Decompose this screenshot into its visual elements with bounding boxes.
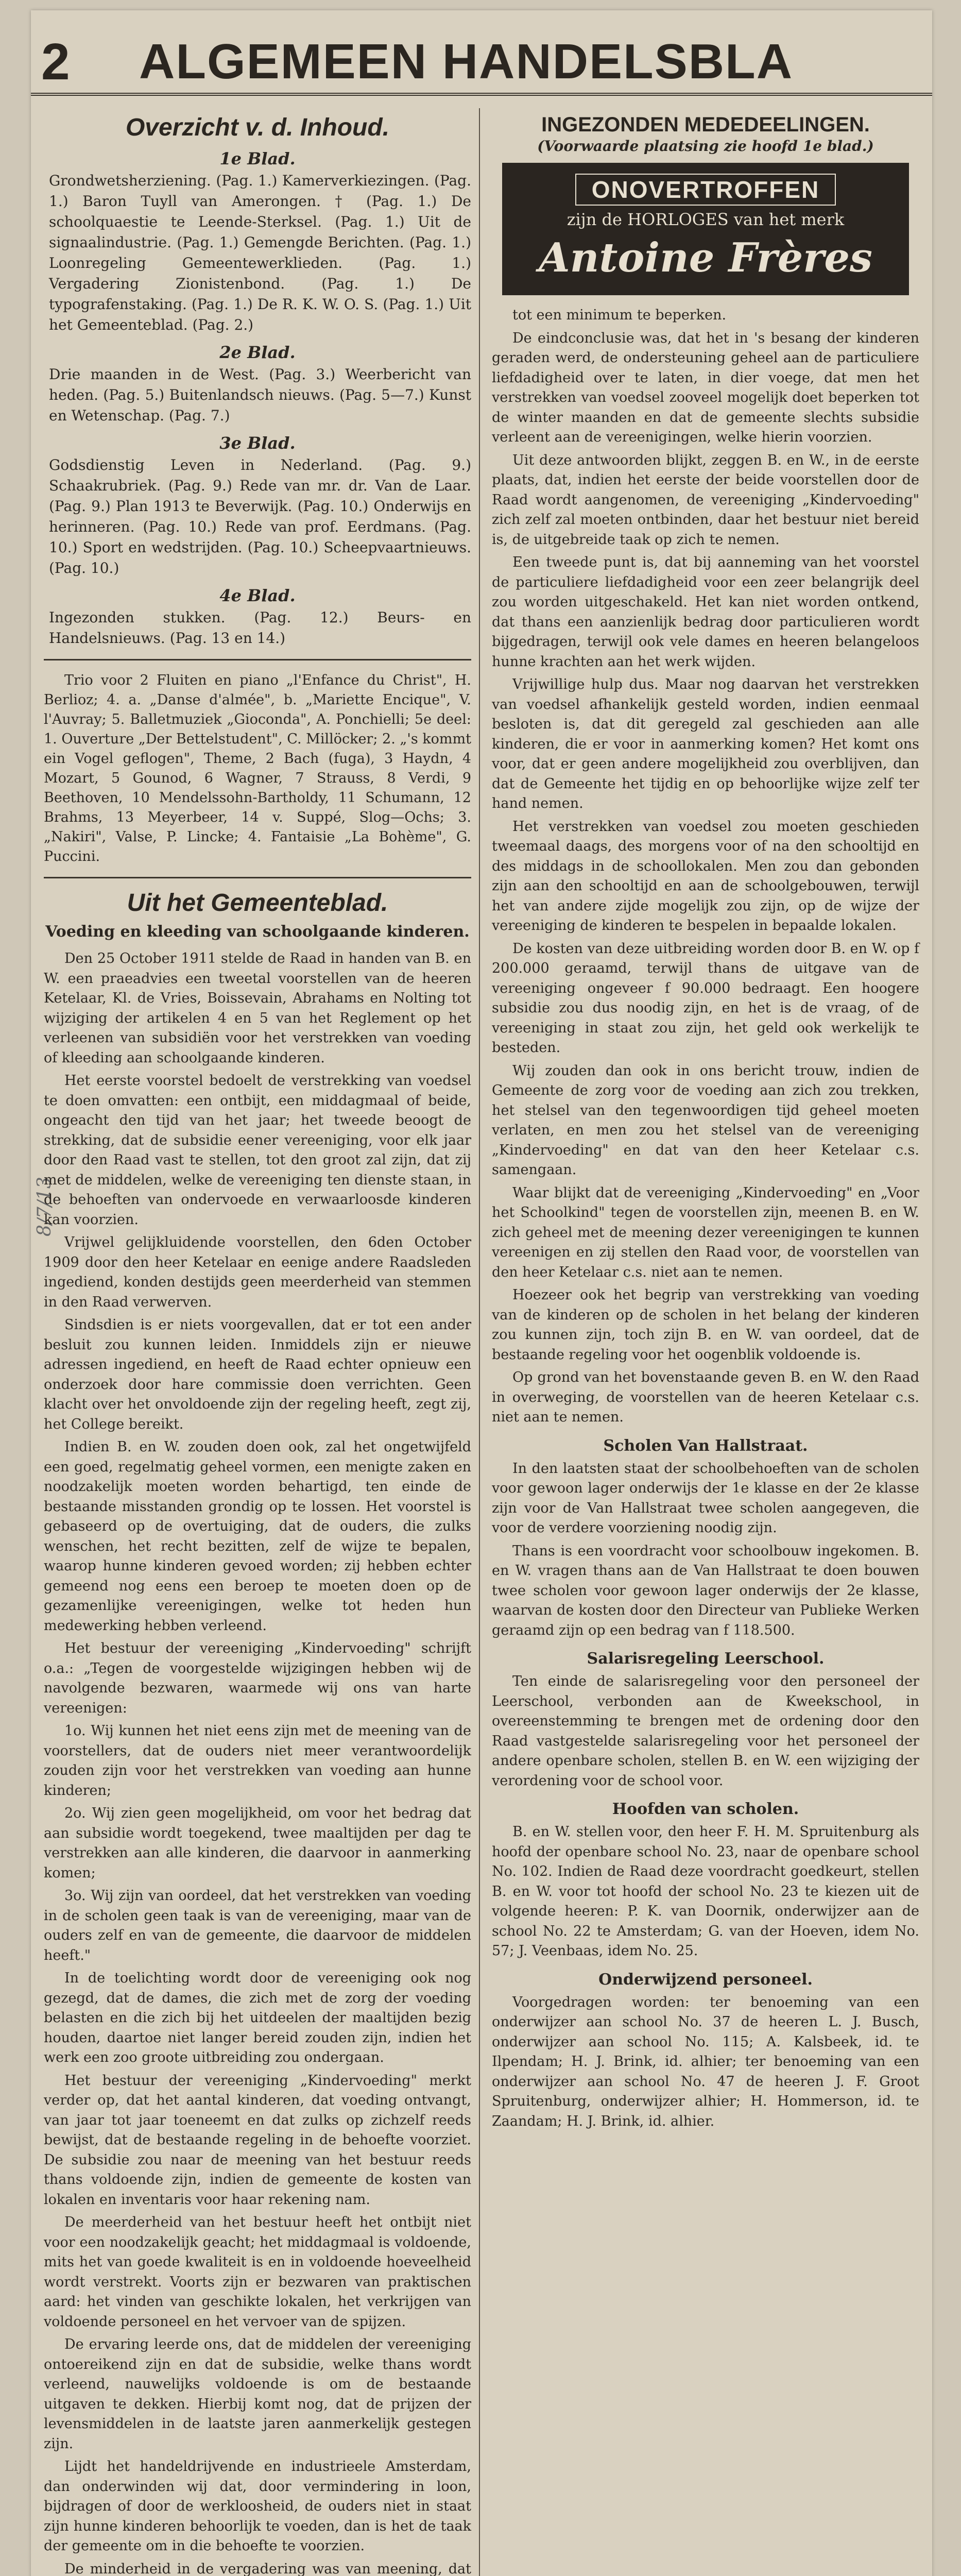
article-paragraph: Hoezeer ook het begrip van verstrekking van voeding van de kinderen op de scholen in het belang der kinderen zou kunnen zijn, toch zijn B. en W. van oordeel, dat de bestaande regeling voor het oogenblik voldoende is. bbox=[492, 1287, 919, 1363]
article-paragraph: In de toelichting wordt door de vereeniging ook nog gezegd, dat de dames, die zich met de zorg der voeding belasten en die zich bij het uitdeelen der maaltijden bezig houden, daartoe niet langer bereid zouden zijn, indien het werk een zoo groote uitbreiding zou ondergaan. bbox=[44, 1970, 471, 2065]
article-paragraph: Sindsdien is er niets voorgevallen, dat er tot een ander besluit zou kunnen leiden. Inmiddels zijn er nieuwe adressen ingediend, en heeft de Raad echter opnieuw een onderzoek door hare commissie doen verrichten. Geen klacht over het onvoldoende zijn der regeling heeft, zegt zij, het College bereikt. bbox=[44, 1317, 471, 1432]
article-paragraph: De meerderheid van het bestuur heeft het ontbijt niet voor een noodzakelijk geacht; het middagmaal is voldoende, mits het van goede kwaliteit is en in voldoende hoeveelheid wordt verstrekt. Voorts zijn er bezwaren van praktischen aard: het vinden van geschikte lokalen, het verkrijgen van voldoende personeel en het vervoer van de spijzen. bbox=[44, 2214, 471, 2330]
article-paragraph: Uit deze antwoorden blijkt, zeggen B. en W., in de eerste plaats, dat, indien het eerste der beide voorstellen door de Raad wordt aangenomen, de vereeniging „Kindervoeding" zich zelf zal moeten ontbinden, daar het bestuur niet bereid is, de uitgebreide taak op zich te nemen. bbox=[492, 452, 919, 548]
article-paragraph: Het verstrekken van voedsel zou moeten geschieden tweemaal daags, des morgens voor of na den schooltijd en des middags in de schoollokalen. Men zou dan gebonden zijn aan den schooltijd en aan de schoolgebouwen, terwijl het van andere zijde mogelijk zou zijn, op de wijze der vereeniging de kinderen te bespelen in bepaalde lokalen. bbox=[492, 818, 919, 934]
salaris-heading: Salarisregeling Leerschool. bbox=[587, 1650, 825, 1668]
article-paragraph: Voorgedragen worden: ter benoeming van een onderwijzer aan school No. 37 de heeren L. J. Busch, onderwijzer aan school No. 115; A. Kalsbeek, id. te Ilpendam; H. J. Brink, id. alhier; ter benoeming van een onderwijzer aan school No. 47 de heeren J. F. Groot Spruitenburg, onderwijzer alhier; H. Hommerson, id. te Zaandam; H. J. Brink, id. alhier. bbox=[492, 1994, 919, 2129]
toc-entries-2: Drie maanden in de West. (Pag. 3.) Weerbericht van heden. (Pag. 5.) Buitenlandsch nieuws. (Pag. 5—7.) Kunst en Wetenschap. (Pag. 7.) bbox=[49, 366, 471, 424]
article-paragraph: B. en W. stellen voor, den heer F. H. M. Spruitenburg als hoofd der openbare school No. 23, naar de openbare school No. 102. Indien de Raad deze voordracht goedkeurt, stellen B. en W. voor tot hoofd der school No. 23 te kiezen uit de volgende heeren: P. K. van Doornik, onderwijzer aan de school No. 22 te Amsterdam; G. van der Hoeven, idem No. 57; J. Veenbaas, idem No. 25. bbox=[492, 1824, 919, 1959]
article-paragraph: Het eerste voorstel bedoelt de verstrekking van voedsel te doen omvatten: een ontbijt, een middagmaal of beide, ongeacht den tijd van het jaar; het tweede beoogt de strekking, dat de subsidie eener vereeniging, voor elk jaar door den Raad vast te stellen, tot den groot zal zijn, dat zij met de middelen, welke de vereeniging ten dienste staan, in de behoeften van ondervoede en verwaarloosde kinderen kan voorzien. bbox=[44, 1073, 471, 1228]
article-paragraph: Indien B. en W. zouden doen ook, zal het ongetwijfeld een goed, regelmatig geheel vormen, een menigte zaken en noodzakelijk moeten worden behartigd, ten einde de bestaande misstanden grondig op te lossen. Het voorstel is gebaseerd op de overtuiging, dat de ouders, die zulks wenschen, het recht bezitten, zelf de wijze te bepalen, waarop hunne kinderen gevoed worden; zij hebben echter gemeend nog eens een beroep te moeten doen op de gezamenlijke vereenigingen, welke tot heden hun medewerking hebben verleend. bbox=[44, 1439, 471, 1634]
article-paragraph: Lijdt het handeldrijvende en industrieele Amsterdam, dan onderwinden wij dat, door vermindering in loon, bijdragen of door de werkloosheid, de ouders niet in staat zijn hunne kinderen behoorlijk te voeden, dan is het de taak der gemeente om in die behoefte te voorzien. bbox=[44, 2459, 471, 2554]
onderwijzend-heading: Onderwijzend personeel. bbox=[598, 1970, 813, 1989]
article-paragraph: Thans is een voordracht voor schoolbouw ingekomen. B. en W. vragen thans aan de Van Hallstraat te doen bouwen twee scholen voor gewoon lager onderwijs der 2e klasse, waarvan de kosten door den Directeur van Publieke Werken geraamd zijn op een bedrag van f 118.500. bbox=[492, 1543, 919, 1638]
article-paragraph: De eindconclusie was, dat het in 's besang der kinderen geraden werd, de ondersteuning geheel aan de particuliere liefdadigheid over te laten, in dier voege, dat men het verstrekken van voedsel zooveel mogelijk doet beperken tot de winter maanden en dat de gemeente slechts subsidie verleent aan de vereenigingen, welke hierin voorzien. bbox=[492, 330, 919, 445]
article-paragraph: De ervaring leerde ons, dat de middelen der vereeniging ontoereikend zijn en dat de subsidie, welke thans wordt verleend, nauwelijks voldoende is om de bestaande uitgaven te dekken. Hierbij komt nog, dat de prijzen der levensmiddelen in de laatste jaren aanmerkelijk gestegen zijn. bbox=[44, 2336, 471, 2452]
toc-heading-2: 2e Blad. bbox=[219, 343, 296, 362]
article-paragraph: 1o. Wij kunnen het niet eens zijn met de meening van de voorstellers, dat de ouders niet meer verantwoordelijk zouden zijn voor het verstrekken van voeding aan hunne kinderen; bbox=[44, 1723, 471, 1799]
ingezonden-title: INGEZONDEN MEDEDEELINGEN. bbox=[541, 113, 870, 136]
section-divider bbox=[44, 659, 471, 660]
article-paragraph: tot een minimum te beperken. bbox=[512, 307, 727, 323]
toc-title: Overzicht v. d. Inhoud. bbox=[125, 114, 390, 141]
article-paragraph: In den laatsten staat der schoolbehoeften van de scholen voor gewoon lager onderwijs der 1e klasse en der 2e klasse zijn voor de Van Hallstraat twee scholen aangegeven, die voor de verdere voorziening noodig zijn. bbox=[492, 1460, 919, 1536]
article-paragraph: De kosten van deze uitbreiding worden door B. en W. op f 200.000 geraamd, terwijl thans de uitgave van de vereeniging ongeveer f 90.000 bedraagt. Een hoogere subsidie zou dus noodig zijn, en het is de vraag, of de vereeniging in staat zou zijn, het geld ook werkelijk te besteden. bbox=[492, 940, 919, 1056]
article-paragraph: Het bestuur der vereeniging „Kindervoeding" schrijft o.a.: „Tegen de voorgestelde wijzigingen hebben wij de navolgende bezwaren, waarmede wij ons van harte vereenigen: bbox=[44, 1640, 471, 1716]
toc-heading-1: 1e Blad. bbox=[219, 149, 296, 168]
toc-entries-1: Grondwetsherziening. (Pag. 1.) Kamerverkiezingen. (Pag. 1.) Baron Tuyll van Amerongen. † (Pag. 1.) De schoolquaestie te Leende-Sterksel. (Pag. 1.) Uit de signaalindustrie. (Pag. 1.) Gemengde Berichten. (Pag. 1.) Loonregeling Gemeentewerklieden. (Pag. 1.) Vergadering Zionistenbond. (Pag. 1.) De typografenstaking. (Pag. 1.) De R. K. W. O. S. (Pag. 1.) Uit het Gemeenteblad. (Pag. 2.) bbox=[49, 172, 471, 333]
article-paragraph: Den 25 October 1911 stelde de Raad in handen van B. en W. een praeadvies een tweetal voorstellen van de heeren Ketelaar, Kl. de Vries, Boissevain, Abrahams en Nolting tot wijziging der artikelen 4 en 5 van het Reglement op het verleenen van subsidiën voor het verstrekken van voeding of kleeding aan schoolgaande kinderen. bbox=[44, 951, 471, 1066]
hoofden-heading: Hoofden van scholen. bbox=[612, 1800, 799, 1818]
masthead bbox=[31, 31, 932, 96]
article-paragraph: Wij zouden dan ook in ons bericht trouw, indien de Gemeente de zorg voor de voeding aan zich zou trekken, het stelsel van den tegenwoordigen tijd geheel moeten verlaten, en men zou het stelsel van de vereeniging „Kindervoeding" en dat van den heer Ketelaar c.s. samengaan. bbox=[492, 1062, 919, 1178]
newspaper-page bbox=[31, 10, 932, 2576]
article-paragraph: 2o. Wij zien geen mogelijkheid, om voor het bedrag dat aan subsidie wordt toegekend, twee maaltijden per dag te verstrekken aan alle kinderen, die daarvoor in aanmerking komen; bbox=[44, 1805, 471, 1881]
article-paragraph: Ten einde de salarisregeling voor den personeel der Leerschool, verbonden aan de Kweekschool, in overeenstemming te brengen met de ordening door den Raad vastgestelde salarisregeling voor het personeel der andere openbare scholen, stellen B. en W. een wijziging der verordening voor de school voor. bbox=[492, 1673, 919, 1789]
article-paragraph: Een tweede punt is, dat bij aanneming van het voorstel de particuliere liefdadigheid voor een zeer belangrijk deel zou worden uitgeschakeld. Het kan niet worden ontkend, dat thans een aanzienlijk bedrag door particulieren wordt bijgedragen, terwijl ook vele dames en heeren belangeloos hunne krachten aan het werk wijden. bbox=[492, 554, 919, 670]
ad-headline: ONOVERTROFFEN bbox=[575, 174, 836, 206]
gemeenteblad-title: Uit het Gemeenteblad. bbox=[127, 889, 388, 917]
section-divider bbox=[44, 877, 471, 878]
toc-entries-4: Ingezonden stukken. (Pag. 12.) Beurs- en Handelsnieuws. (Pag. 13 en 14.) bbox=[49, 609, 471, 647]
article-paragraph: 3o. Wij zijn van oordeel, dat het verstrekken van voeding in de scholen geen taak is van de vereeniging, maar van de ouders zelf en van de gemeente, die daarvoor de middelen heeft." bbox=[44, 1888, 471, 1963]
ad-brand-logo: Antoine Frères bbox=[539, 234, 872, 281]
column-divider bbox=[479, 108, 480, 2576]
toc-entries-3: Godsdienstig Leven in Nederland. (Pag. 9.) Schaakrubriek. (Pag. 9.) Rede van mr. dr. Van de Laar. (Pag. 9.) Plan 1913 te Beverwijk. (Pag. 10.) Onderwijs en herinneren. (Pag. 10.) Rede van prof. Eerdmans. (Pag. 10.) Sport en wedstrijden. (Pag. 10.) Scheepvaartnieuws. (Pag. 10.) bbox=[49, 456, 471, 577]
article-paragraph: Vrijwillige hulp dus. Maar nog daarvan het verstrekken van voedsel afhankelijk gesteld worden, indien eenmaal besloten is, dat dit geregeld zal geschieden aan alle kinderen, die er voor in aanmerking komen? Het komt ons voor, dat er geen andere mogelijkheid zou overblijven, dan dat de Gemeente het tijdig en op behoorlijke wijze zelf ter hand nemen. bbox=[492, 676, 919, 811]
article-paragraph: Op grond van het bovenstaande geven B. en W. den Raad in overweging, de voorstellen van de heeren Ketelaar c.s. niet aan te nemen. bbox=[492, 1369, 919, 1425]
concert-program-text: Trio voor 2 Fluiten en piano „l'Enfance du Christ", H. Berlioz; 4. a. „Danse d'almée", b. „Mariette Encique", V. l'Auvray; 5. Balletmuziek „Gioconda", A. Ponchielli; 5e deel: 1. Ouverture „Der Bettelstudent", C. Millöcker; 2. „'s kommt ein Vogel geflogen", Theme, 2 Bach (fuga), 3 Haydn, 4 Mozart, 5 Gounod, 6 Wagner, 7 Strauss, 8 Verdi, 9 Beethoven, 10 Mendelssohn-Bartholdy, 11 Schumann, 12 Brahms, 13 Meyerbeer, 14 v. Suppé, Slog—Ochs; 3. „Nakiri", Valse, P. Lincke; 4. Fantaisie „La Bohème", G. Puccini. bbox=[44, 672, 471, 865]
article-paragraph: Vrijwel gelijkluidende voorstellen, den 6den October 1909 door den heer Ketelaar en eenige andere Raadsleden ingediend, konden destijds geen meerderheid van stemmen in den Raad verwerven. bbox=[44, 1234, 471, 1310]
scholen-heading: Scholen Van Hallstraat. bbox=[603, 1436, 808, 1455]
gemeenteblad-subtitle: Voeding en kleeding van schoolgaande kinderen. bbox=[45, 923, 470, 941]
toc-heading-4: 4e Blad. bbox=[219, 586, 296, 605]
left-column bbox=[44, 113, 471, 2576]
right-column bbox=[492, 113, 919, 2134]
article-paragraph: Waar blijkt dat de vereeniging „Kindervoeding" en „Voor het Schoolkind" tegen de voorstellen zijn, meenen B. en W. zich geheel met de meening dezer vereenigingen te kunnen vereenigen en zij stellen den Raad voor, de voorstellen van den heer Ketelaar c.s. niet aan te nemen. bbox=[492, 1184, 919, 1280]
article-paragraph: Het bestuur der vereeniging „Kindervoeding" merkt verder op, dat het aantal kinderen, dat voeding ontvangt, van jaar tot jaar toeneemt en dat zulks op zichzelf reeds bewijst, dat de bestaande regeling in de behoefte voorziet. De subsidie zou naar de meening van het bestuur reeds thans voldoende zijn, indien de gemeente de kosten van lokalen en inventaris voor haar rekening nam. bbox=[44, 2072, 471, 2208]
handwritten-margin-note: 8/7/13 bbox=[34, 1177, 55, 1236]
article-paragraph: De minderheid in de vergadering was van meening, dat bbox=[64, 2561, 471, 2576]
watch-advertisement bbox=[502, 163, 909, 295]
ingezonden-subtitle: (Voorwaarde plaatsing zie hoofd 1e blad.) bbox=[537, 138, 874, 155]
page-number: 2 bbox=[41, 33, 70, 91]
newspaper-title: ALGEMEEN HANDELSBLA bbox=[139, 34, 794, 89]
ad-tagline: zijn de HORLOGES van het merk bbox=[567, 210, 845, 229]
toc-heading-3: 3e Blad. bbox=[219, 433, 296, 453]
